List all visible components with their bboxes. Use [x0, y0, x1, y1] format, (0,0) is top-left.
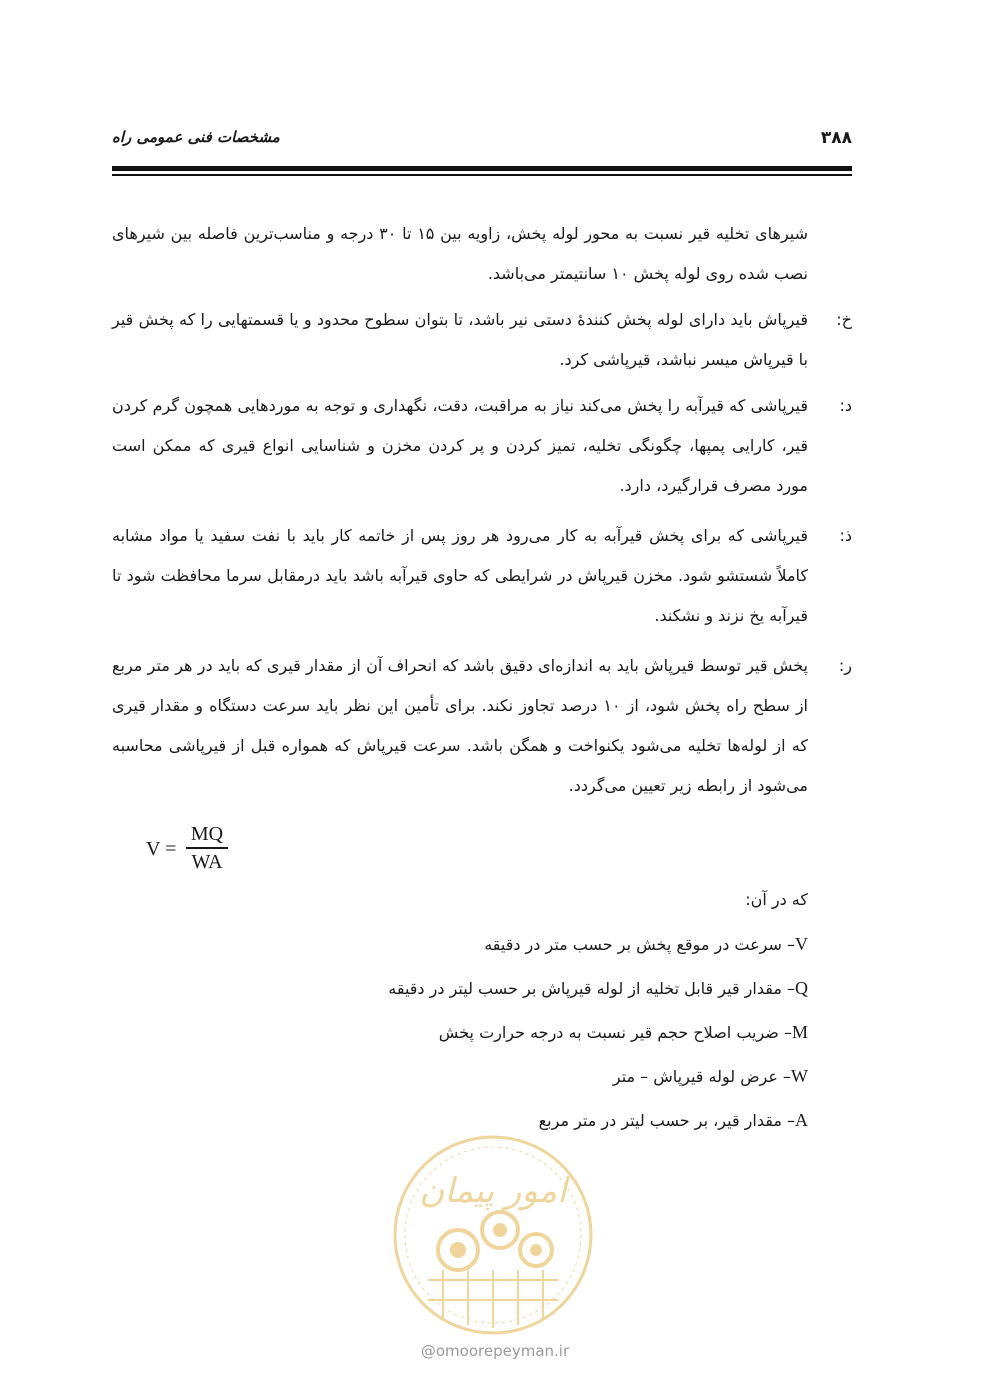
definitions-intro: که در آن:: [745, 890, 808, 909]
item-marker: ر:: [838, 656, 852, 675]
running-title: مشخصات فنی عمومی راه: [112, 128, 280, 146]
definition-row: [388, 922, 808, 966]
watermark-url-text: omoorepeyman.ir: [435, 1342, 570, 1360]
watermark-logo-text: امور پیمان: [419, 1171, 567, 1211]
formula-fraction: [186, 822, 228, 874]
page-number: ۳۸۸: [820, 128, 852, 148]
variable-symbol: V: [795, 934, 808, 954]
item-text: قیرپاشی که قیرآبه را پخش می‌کند نیاز به مراقبت، دقت، نگهداری و توجه به موردهایی همچون گرم کردن قیر، کارایی پمپها، چگونگی تخلیه، تمیز کردن و پر کردن مخزن و شناسایی انواع قیری که ممکن است مورد مصرف قرارگیرد، دارد.: [112, 396, 808, 495]
fraction-bar: [186, 847, 228, 849]
formula-denominator: WA: [191, 850, 223, 873]
variable-symbol: M: [791, 1022, 808, 1042]
item-text: قیرپاشی که برای پخش قیرآبه به کار می‌رود هر روز پس از خاتمه کار باید با نفت سفید یا مواد مشابه کاملاً شستشو شود. مخزن قیرپاش در شرایطی که حاوی قیرآبه باشد باید درمقابل سرما محافظت شود تا قیرآبه یخ نزند و نشکند.: [112, 526, 808, 625]
variable-description: – ضریب اصلاح حجم قیر نسبت به درجه حرارت پخش: [438, 1023, 792, 1042]
formula-lhs: V =: [146, 838, 177, 860]
variable-definitions: [388, 878, 808, 1142]
definition-row: [388, 1010, 808, 1054]
item-marker: د:: [839, 396, 852, 415]
page-header: [112, 128, 852, 158]
at-sign-icon: @: [420, 1342, 436, 1360]
variable-symbol: A: [795, 1110, 808, 1130]
variable-symbol: Q: [795, 978, 808, 998]
header-rule-thin: [112, 174, 852, 176]
watermark-url: [390, 1342, 600, 1360]
variable-description: – سرعت در موقع پخش بر حسب متر در دقیقه: [484, 935, 795, 954]
definition-row: [388, 1054, 808, 1098]
variable-symbol: W: [791, 1066, 808, 1086]
watermark-logo: [388, 1130, 598, 1340]
item-text: پخش قیر توسط قیرپاش باید به اندازه‌ای دقیق باشد که انحراف آن از مقدار قیری که باید در هر متر مربع از سطح راه پخش شود، از ۱۰ درصد تجاوز نکند. برای تأمین این نظر باید سرعت دستگاه و مقدار قیری که از لوله‌ها تخلیه می‌شود یکنواخت و همگن باشد. سرعت قیرپاش که همواره قبل از قیرپاشی محاسبه می‌شود از رابطه زیر تعیین می‌گردد.: [112, 656, 808, 795]
header-rule-thick: [112, 166, 852, 171]
variable-description: – عرض لوله قیرپاش – متر: [612, 1067, 791, 1086]
continuation-paragraph: شیرهای تخلیه قیر نسبت به محور لوله پخش، زاویه بین ۱۵ تا ۳۰ درجه و مناسب‌ترین فاصله بین شیرهای نصب شده روی لوله پخش ۱۰ سانتیمتر می‌باشد.: [112, 224, 809, 283]
item-text: قیرپاش باید دارای لوله پخش کنندهٔ دستی نیر باشد، تا بتوان سطوح محدود و یا قسمتهایی را که پخش قیر با قیرپاش میسر نباشد، قیرپاشی کرد.: [112, 310, 808, 369]
item-marker: خ:: [836, 310, 852, 329]
formula-numerator: MQ: [190, 823, 224, 845]
variable-description: – مقدار قیر، بر حسب لیتر در متر مربع: [538, 1111, 795, 1130]
item-marker: ذ:: [839, 526, 852, 545]
variable-description: – مقدار قیر قابل تخلیه از لوله قیرپاش بر حسب لیتر در دقیقه: [388, 979, 795, 998]
speed-formula: [146, 822, 266, 878]
definition-row: [388, 966, 808, 1010]
